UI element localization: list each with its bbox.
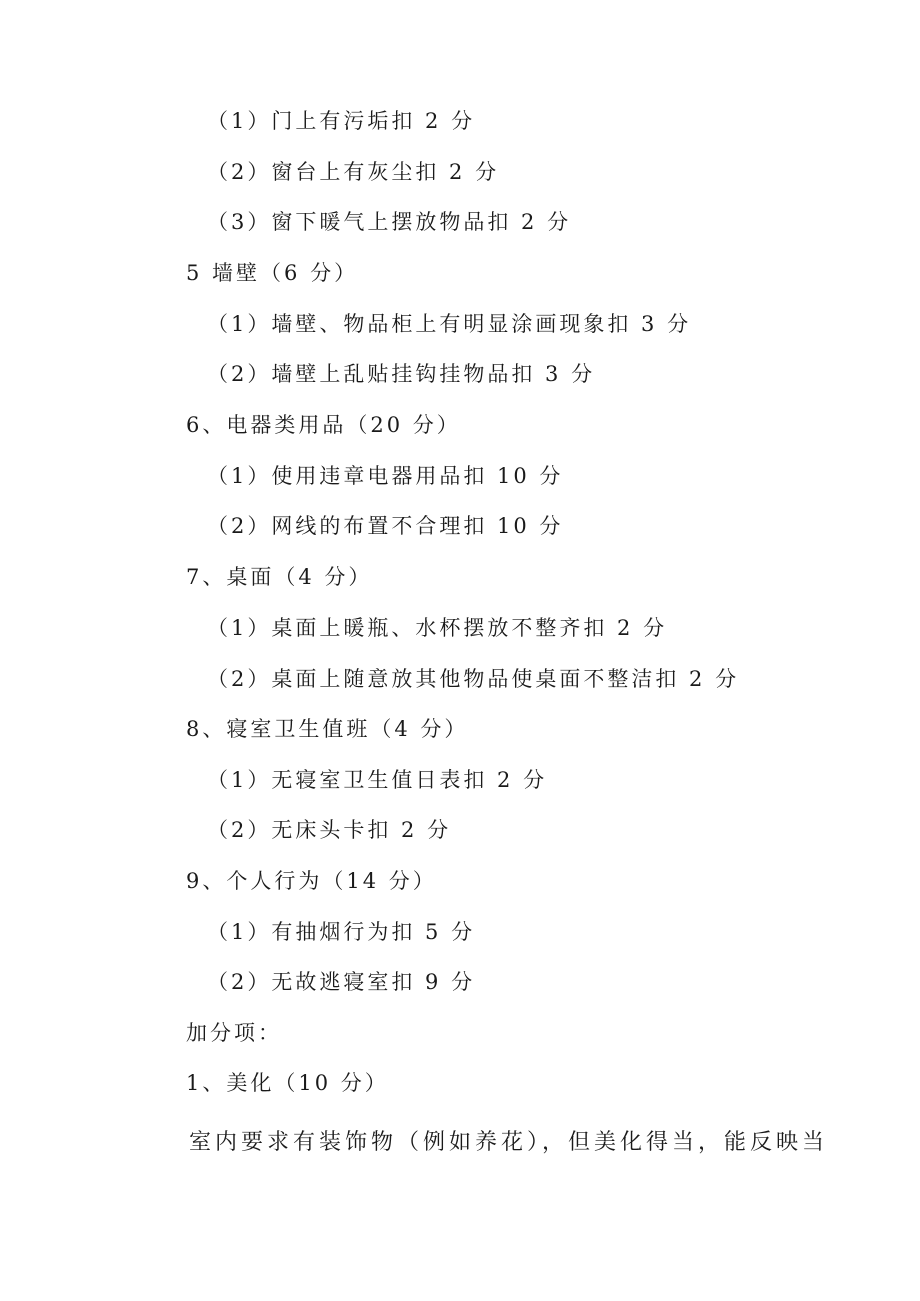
section-duty: 8、寝室卫生值班（4 分） (186, 717, 469, 741)
item-wall-graffiti: （1）墙壁、物品柜上有明显涂画现象扣 3 分 (207, 312, 692, 336)
item-windowsill-dust: （2）窗台上有灰尘扣 2 分 (207, 160, 500, 184)
item-network-cables: （2）网线的布置不合理扣 10 分 (207, 514, 564, 538)
item-wall-hooks: （2）墙壁上乱贴挂钩挂物品扣 3 分 (207, 362, 596, 386)
section-bonus: 加分项： (186, 1021, 282, 1045)
section-desk: 7、桌面（4 分） (186, 565, 373, 589)
section-behavior: 9、个人行为（14 分） (186, 869, 437, 893)
paragraph-beautify: 室内要求有装饰物（例如养花），但美化得当，能反映当 (189, 1130, 829, 1155)
item-illegal-appliance: （1）使用违章电器用品扣 10 分 (207, 464, 564, 488)
item-absence: （2）无故逃寝室扣 9 分 (207, 970, 476, 994)
section-beautify: 1、美化（10 分） (186, 1071, 389, 1095)
section-wall: 5 墙壁（6 分） (186, 261, 359, 285)
item-heater-items: （3）窗下暖气上摆放物品扣 2 分 (207, 210, 572, 234)
item-duty-roster: （1）无寝室卫生值日表扣 2 分 (207, 768, 548, 792)
item-desk-bottles: （1）桌面上暖瓶、水杯摆放不整齐扣 2 分 (207, 616, 668, 640)
item-desk-clutter: （2）桌面上随意放其他物品使桌面不整洁扣 2 分 (207, 667, 740, 691)
item-bed-card: （2）无床头卡扣 2 分 (207, 818, 452, 842)
item-door-dirt: （1）门上有污垢扣 2 分 (207, 109, 476, 133)
section-electrical: 6、电器类用品（20 分） (186, 413, 461, 437)
item-smoking: （1）有抽烟行为扣 5 分 (207, 920, 476, 944)
